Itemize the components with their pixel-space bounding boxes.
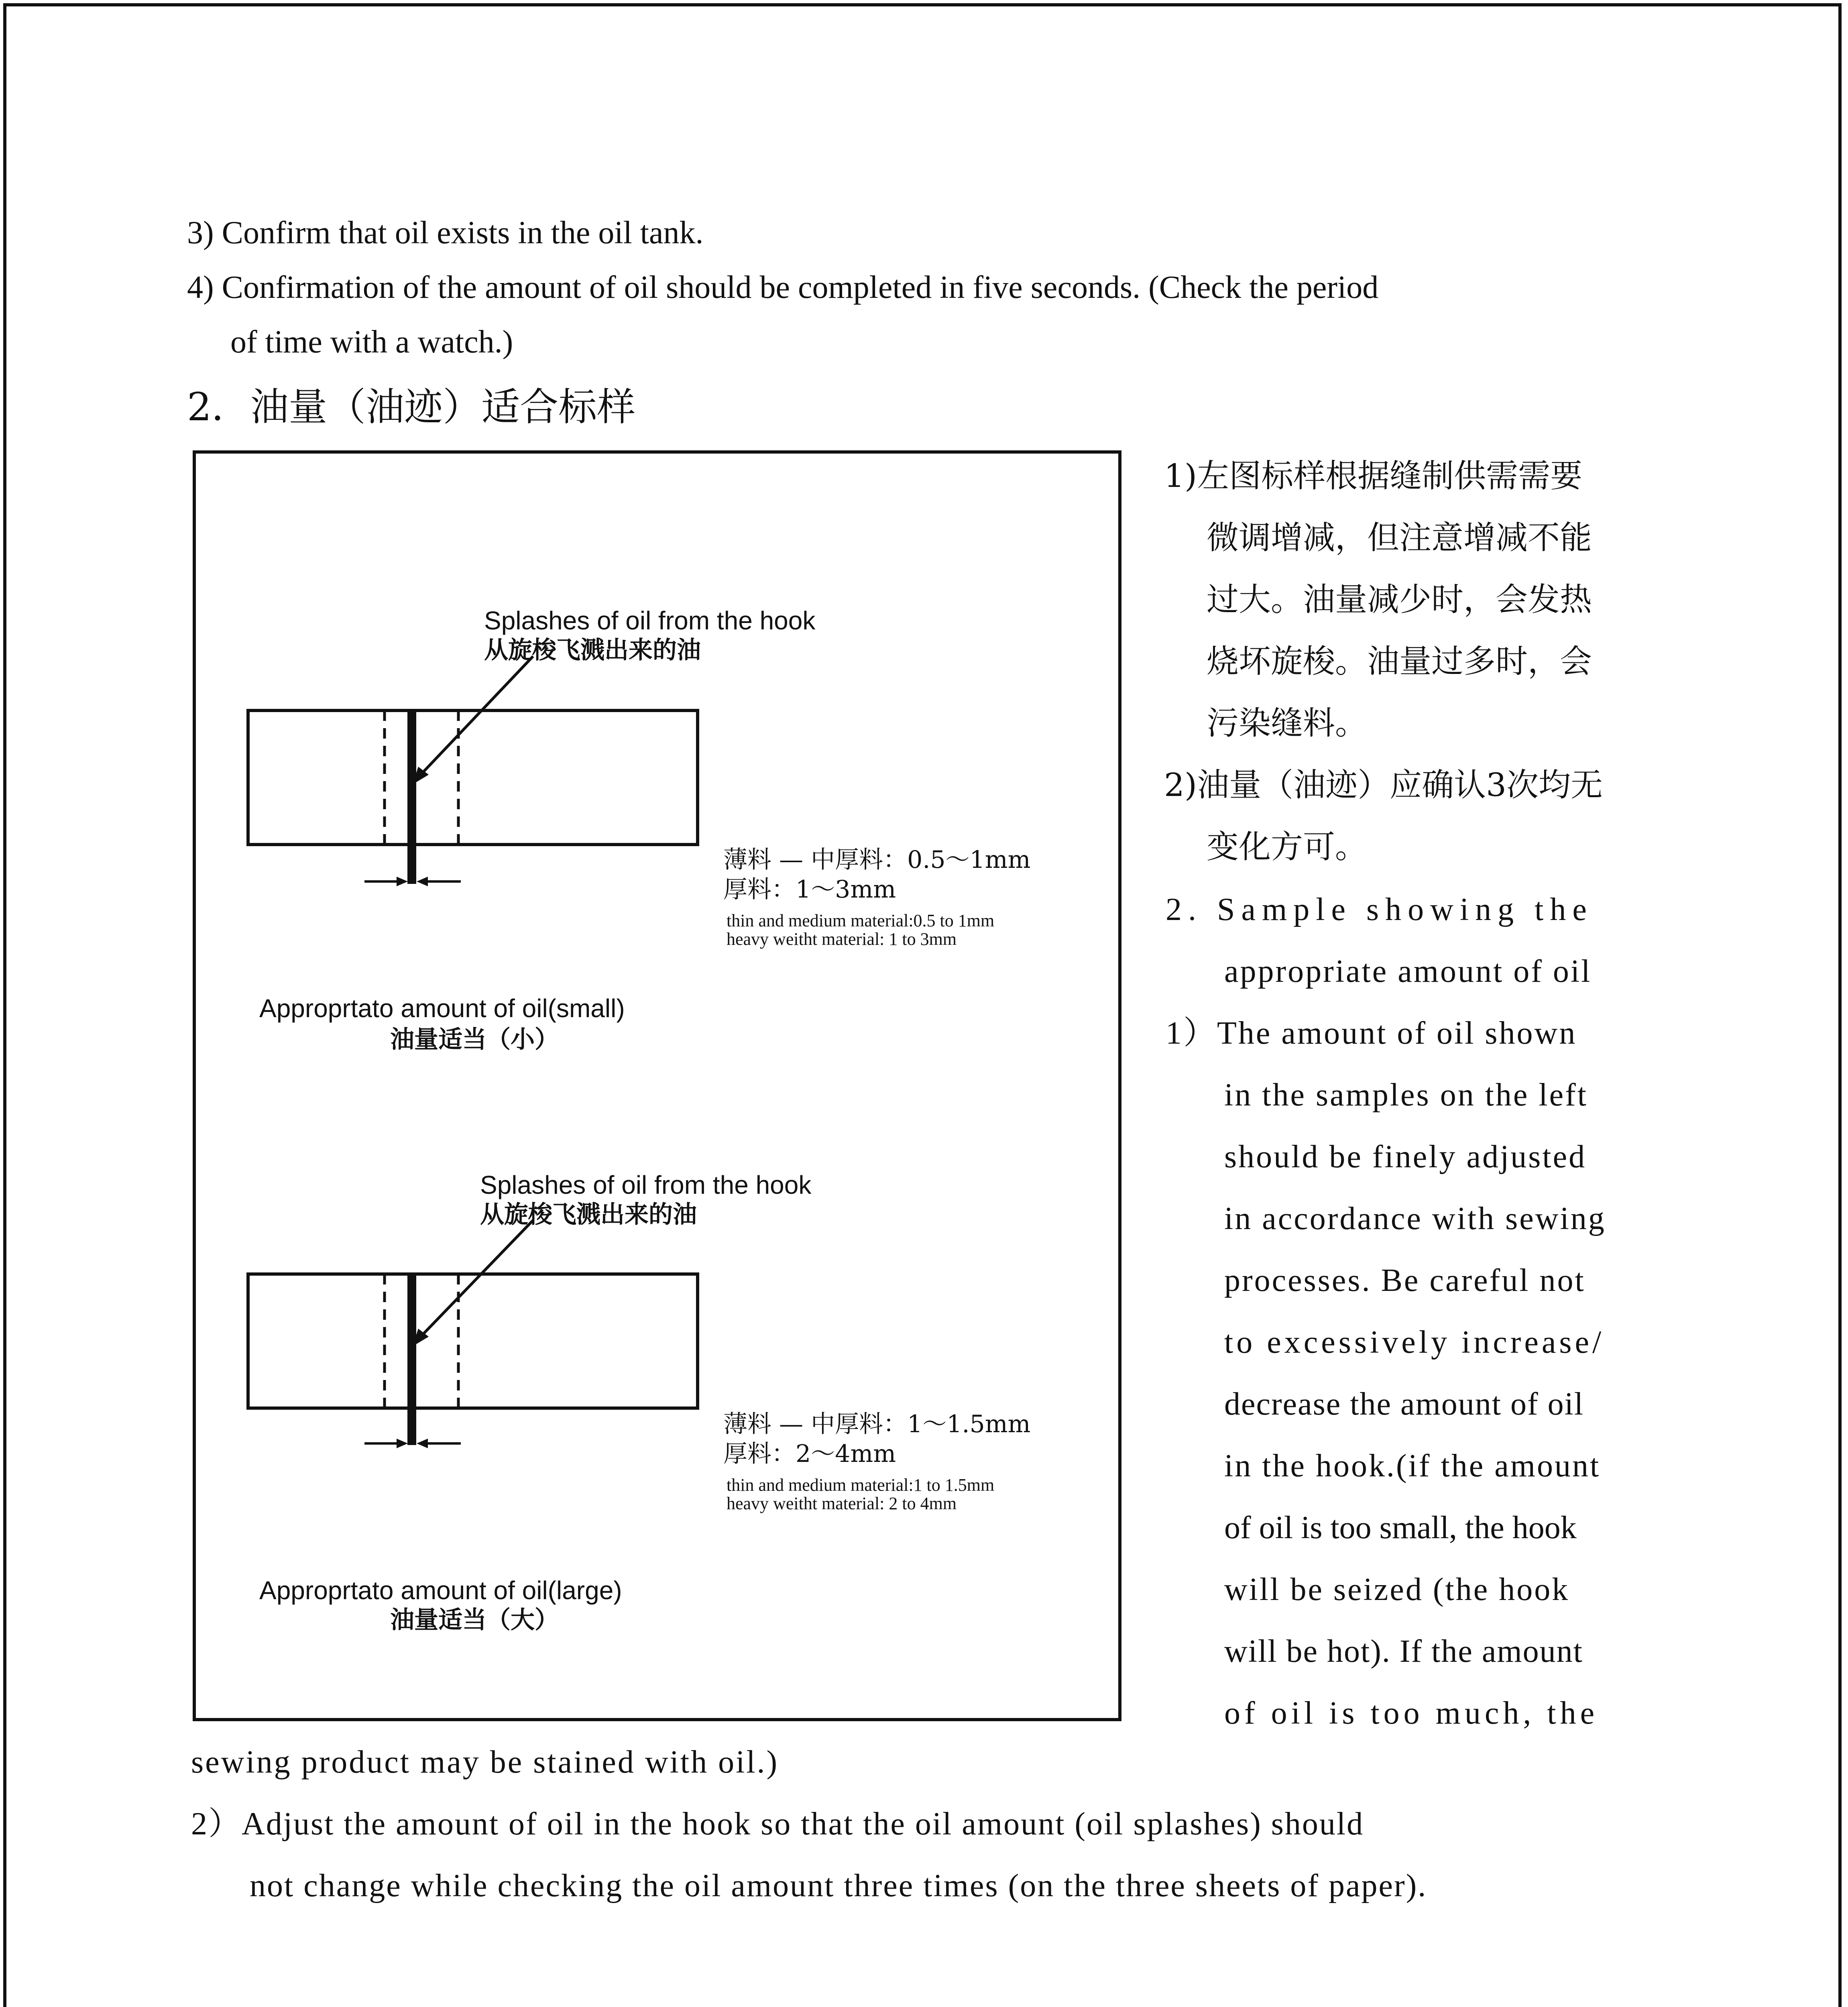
leader-line-top <box>421 656 533 775</box>
caption-en-top: Approprtato amount of oil(small) <box>259 994 625 1023</box>
cn-note-1-line-3: 过大。油量减少时，会发热 <box>1207 581 1592 618</box>
en-para-1-line-2: in the samples on the left <box>1224 1077 1588 1113</box>
spec-en-2-bottom: heavy weitht material: 2 to 4mm <box>727 1494 957 1513</box>
en-para-1-line-1: 1）The amount of oil shown <box>1166 1016 1577 1051</box>
splash-label-cn-top: 从旋梭飞溅出来的油 <box>484 636 701 664</box>
en-para-1-line-12: of oil is too much, the <box>1224 1696 1599 1731</box>
en-para-1-line-11: will be hot). If the amount <box>1224 1634 1583 1669</box>
en-para-1-line-7: decrease the amount of oil <box>1224 1386 1584 1422</box>
en-para-1-line-3: should be finely adjusted <box>1224 1139 1587 1174</box>
dimension-arrow-left-bottom <box>397 1439 408 1448</box>
spec-en-2-top: heavy weitht material: 1 to 3mm <box>727 929 957 949</box>
splash-label-en-bottom: Splashes of oil from the hook <box>480 1170 812 1199</box>
caption-cn-bottom: 油量适当（大） <box>390 1606 559 1634</box>
caption-cn-top: 油量适当（小） <box>390 1026 559 1054</box>
en-para-1-line-6: to excessively increase/ <box>1224 1325 1605 1360</box>
splash-label-cn-bottom: 从旋梭飞溅出来的油 <box>480 1201 697 1229</box>
dimension-arrow-left-top <box>397 877 408 886</box>
en-section-heading-cont: appropriate amount of oil <box>1224 954 1592 989</box>
en-para-1-line-4: in accordance with sewing <box>1224 1201 1606 1236</box>
spec-cn-2-bottom: 厚料：2～4mm <box>723 1440 896 1468</box>
intro-line-4-cont: of time with a watch.) <box>230 324 513 360</box>
spec-cn-1-bottom: 薄料 — 中厚料：1～1.5mm <box>723 1410 1031 1438</box>
dimension-arrow-right-bottom <box>417 1439 428 1448</box>
en-para-2-line-1: 2）Adjust the amount of oil in the hook so that the oil amount (oil splashes) should <box>191 1806 1364 1842</box>
cn-note-2-line-1: 2)油量（油迹）应确认3次均无 <box>1164 766 1603 804</box>
en-para-1-line-5: processes. Be careful not <box>1224 1263 1585 1298</box>
en-para-1-line-9: of oil is too small, the hook <box>1224 1510 1577 1545</box>
intro-line-3: 3) Confirm that oil exists in the oil tank. <box>187 215 704 250</box>
cn-note-1-line-2: 微调增减，但注意增减不能 <box>1207 519 1592 556</box>
spec-en-1-bottom: thin and medium material:1 to 1.5mm <box>727 1475 995 1495</box>
dimension-arrow-right-top <box>417 877 428 886</box>
en-para-1-line-8: in the hook.(if the amount <box>1224 1448 1601 1484</box>
caption-en-bottom: Approprtato amount of oil(large) <box>259 1576 622 1605</box>
leader-line-bottom <box>421 1220 533 1337</box>
en-para-1-continuation: sewing product may be stained with oil.) <box>191 1744 779 1780</box>
en-para-2-line-2: not change while checking the oil amount three times (on the three sheets of paper). <box>250 1868 1427 1903</box>
spec-en-1-top: thin and medium material:0.5 to 1mm <box>727 911 995 930</box>
cn-note-1-line-1: 1)左图标样根据缝制供需需要 <box>1164 457 1583 495</box>
paper-sheet-bottom <box>248 1274 698 1408</box>
en-section-heading: 2. Sample showing the <box>1166 892 1593 927</box>
spec-cn-2-top: 厚料：1～3mm <box>723 875 896 904</box>
en-para-1-line-10: will be seized (the hook <box>1224 1572 1570 1607</box>
intro-line-4: 4) Confirmation of the amount of oil should be completed in five seconds. (Check the period <box>187 270 1379 305</box>
oil-sample-figure <box>193 450 1121 1721</box>
cn-note-2-line-2: 变化方可。 <box>1207 828 1367 865</box>
paper-sheet-top <box>248 710 698 845</box>
cn-note-1-line-5: 污染缝料。 <box>1207 704 1367 742</box>
cn-note-1-line-4: 烧坏旋梭。油量过多时，会 <box>1207 643 1592 680</box>
splash-label-en-top: Splashes of oil from the hook <box>484 606 816 635</box>
spec-cn-1-top: 薄料 — 中厚料：0.5～1mm <box>723 846 1031 874</box>
section-title: 2．油量（油迹）适合标样 <box>187 385 636 429</box>
